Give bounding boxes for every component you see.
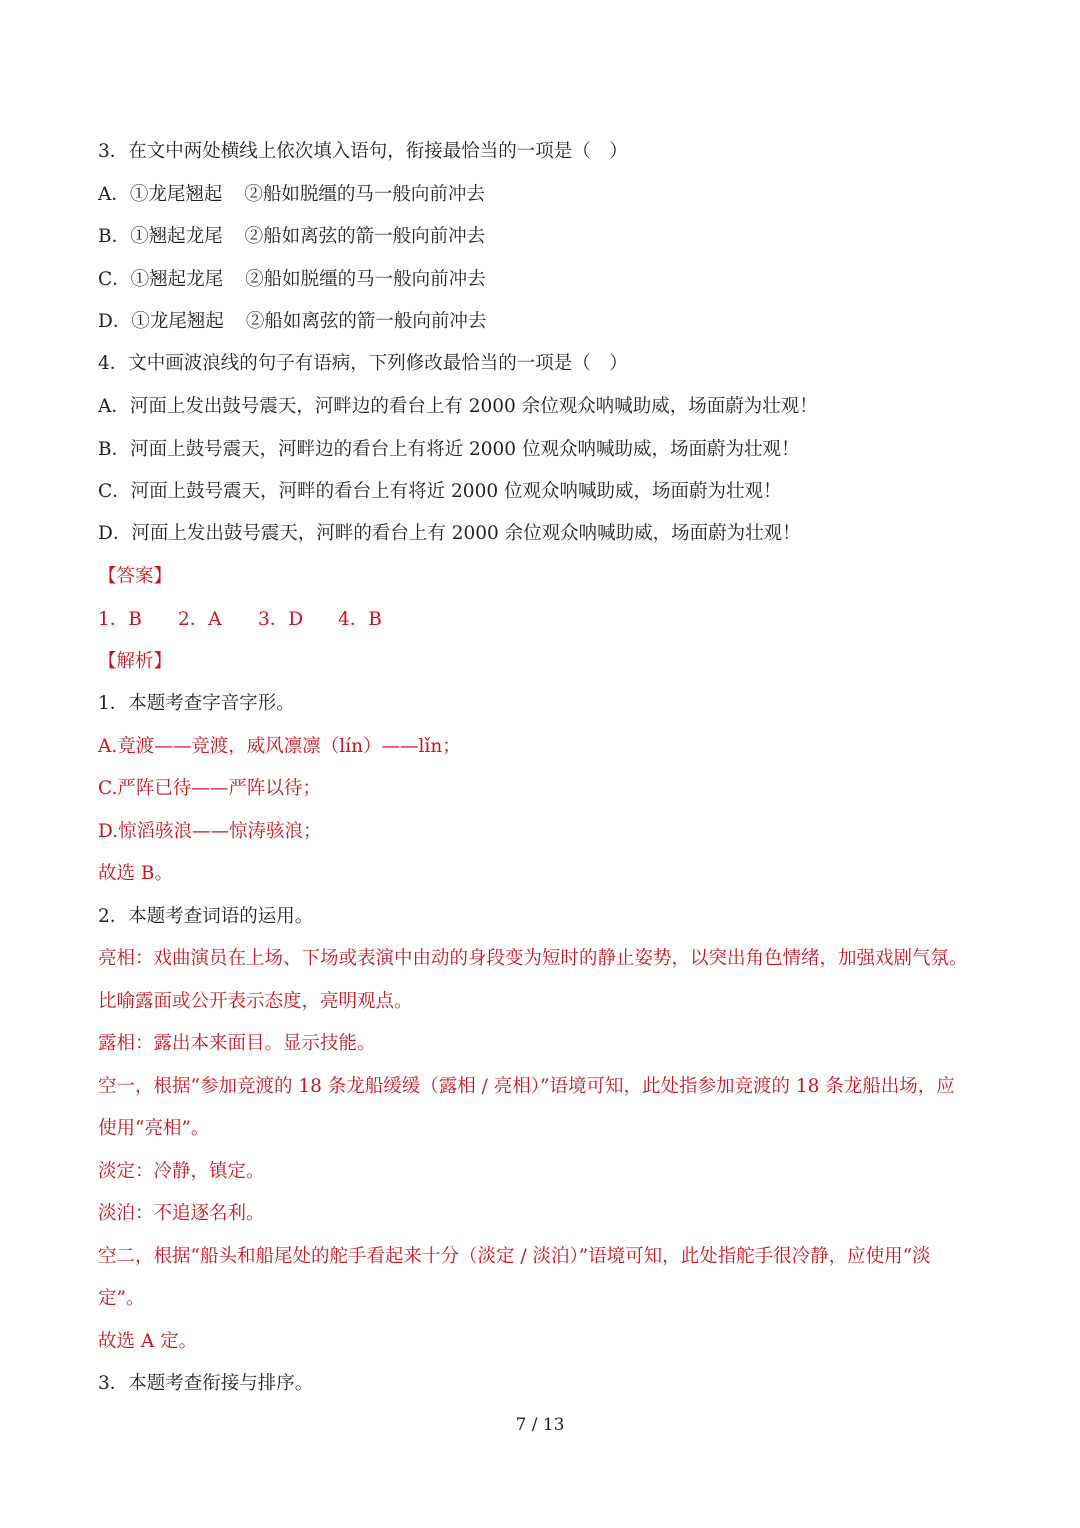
analysis-line-q1-a: A.竟渡——竞渡，威风凛凛（lín）——lǐn； xyxy=(98,736,461,757)
q3-option-d-text: ②船如离弦的箭一般向前冲去 xyxy=(245,311,487,332)
analysis-line-q1-choice: 故选 B。 xyxy=(98,863,173,884)
analysis-line-q2-topic: 2．本题考查词语的运用。 xyxy=(98,906,314,927)
answer-heading: 【答案】 xyxy=(98,566,173,587)
answer-item-4: 4．B xyxy=(338,609,382,630)
analysis-line-q2-choice: 故选 A 定。 xyxy=(98,1331,198,1352)
analysis-line-q2-blank2: 空二，根据“船头和船尾处的舵手看起来十分（淡定 / 淡泊）”语境可知，此处指舵手很冷静，应使用“淡 xyxy=(98,1246,931,1267)
q3-option-a-label: A．①龙尾翘起 xyxy=(98,184,223,205)
answer-item-1: 1．B xyxy=(98,609,142,630)
q3-option-a xyxy=(98,181,485,209)
analysis-line-q2-def-liangxiang-2: 比喻露面或公开表示态度，亮明观点。 xyxy=(98,991,413,1012)
q3-option-c-text: ②船如脱缰的马一般向前冲去 xyxy=(245,269,486,290)
answer-item-2: 2．A xyxy=(178,609,222,630)
answer-row xyxy=(98,606,418,634)
q4-option-c: C．河面上鼓号震天，河畔的看台上有将近 2000 位观众呐喊助威，场面蔚为壮观！ xyxy=(98,481,782,502)
q4-option-a: A．河面上发出鼓号震天，河畔边的看台上有 2000 余位观众呐喊助威，场面蔚为壮观！ xyxy=(98,396,818,417)
q3-option-d-label: D．①龙尾翘起 xyxy=(98,311,224,332)
q3-option-c xyxy=(98,266,486,294)
q3-option-b-label: B．①翘起龙尾 xyxy=(98,226,223,247)
page-number: 7 / 13 xyxy=(515,1415,565,1435)
q3-option-c-label: C．①翘起龙尾 xyxy=(98,269,224,290)
analysis-line-q1-c: C.严阵已待——严阵以待； xyxy=(98,778,321,799)
analysis-line-q2-def-danding: 淡定：冷静，镇定。 xyxy=(98,1161,265,1182)
analysis-line-q1-topic: 1．本题考查字音字形。 xyxy=(98,693,295,714)
analysis-line-q2-def-louxiang: 露相：露出本来面目。显示技能。 xyxy=(98,1033,376,1054)
analysis-line-q2-blank1-cont: 使用“亮相”。 xyxy=(98,1118,210,1139)
q3-option-d xyxy=(98,308,486,336)
analysis-line-q1-d: D.惊滔骇浪——惊涛骇浪； xyxy=(98,821,322,842)
q3-option-b-text: ②船如离弦的箭一般向前冲去 xyxy=(244,226,486,247)
q4-option-b: B．河面上鼓号震天，河畔边的看台上有将近 2000 位观众呐喊助威，场面蔚为壮观！ xyxy=(98,439,800,460)
q3-option-a-text: ②船如脱缰的马一般向前冲去 xyxy=(244,184,485,205)
q3-stem: 3．在文中两处横线上依次填入语句，衔接最恰当的一项是（ ） xyxy=(98,141,628,162)
analysis-line-q2-def-danbo: 淡泊：不追逐名利。 xyxy=(98,1203,265,1224)
analysis-line-q2-blank2-cont: 定”。 xyxy=(98,1288,145,1309)
q3-option-b xyxy=(98,223,485,251)
analysis-line-q3-topic: 3．本题考查衔接与排序。 xyxy=(98,1373,314,1394)
answer-item-3: 3．D xyxy=(258,609,304,630)
q4-option-d: D．河面上发出鼓号震天，河畔的看台上有 2000 余位观众呐喊助威，场面蔚为壮观！ xyxy=(98,523,801,544)
analysis-line-q2-def-liangxiang: 亮相：戏曲演员在上场、下场或表演中由动的身段变为短时的静止姿势，以突出角色情绪，加强戏剧气氛。 xyxy=(98,948,968,969)
q4-stem: 4．文中画波浪线的句子有语病，下列修改最恰当的一项是（ ） xyxy=(98,353,628,374)
analysis-line-q2-blank1: 空一，根据“参加竞渡的 18 条龙船缓缓（露相 / 亮相）”语境可知，此处指参加竞渡的 18 条龙船出场，应 xyxy=(98,1076,955,1097)
analysis-heading: 【解析】 xyxy=(98,651,173,672)
